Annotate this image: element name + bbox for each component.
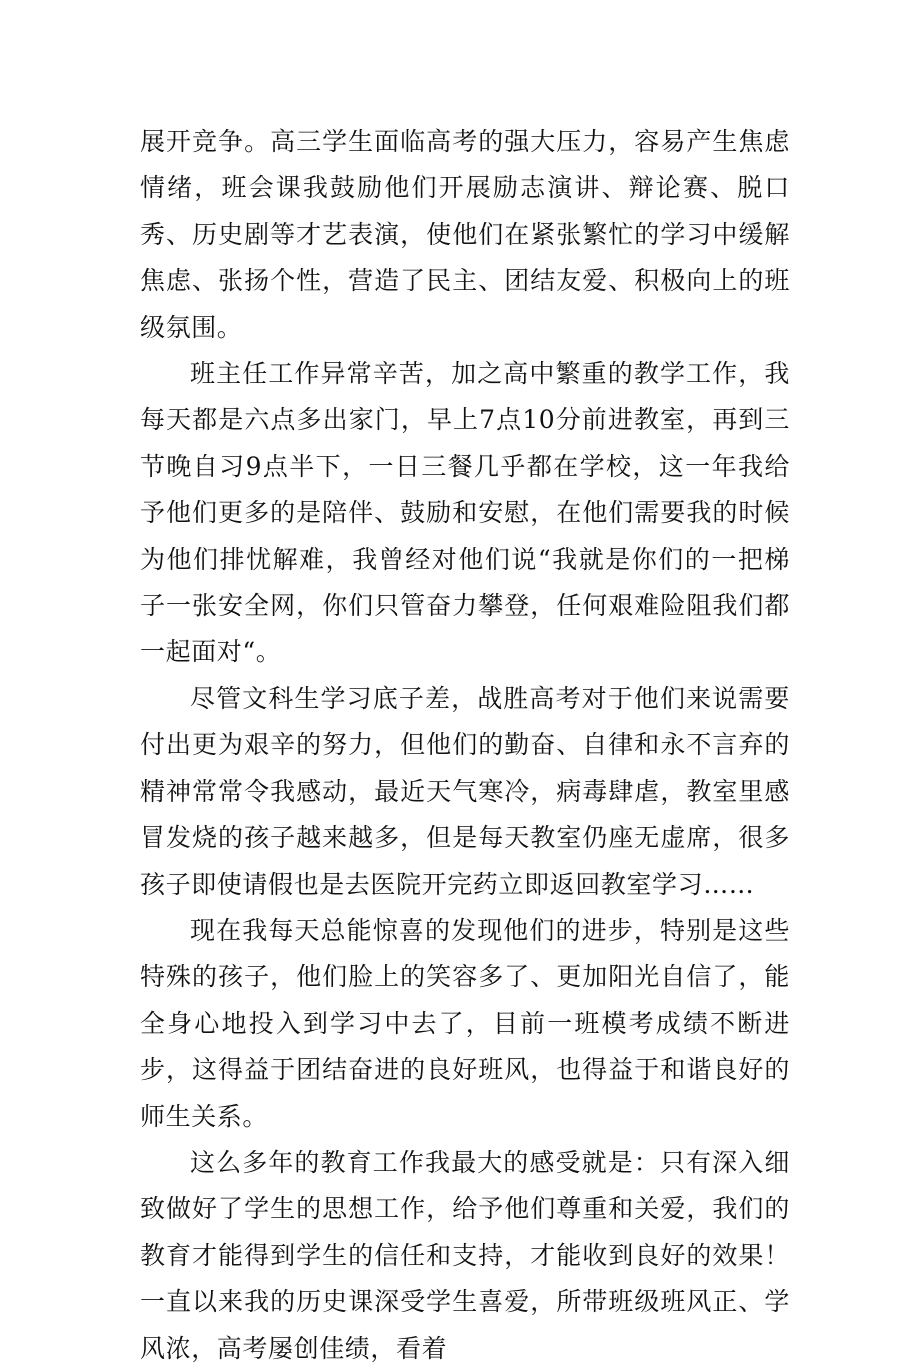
paragraph-1: 展开竞争。高三学生面临高考的强大压力，容易产生焦虑情绪，班会课我鼓励他们开展励志演讲、辩论赛、脱口秀、历史剧等才艺表演，使他们在紧张繁忙的学习中缓解焦虑、张扬个性，营造了民主、团结友爱、积极向上的班级氛围。	[140, 127, 790, 342]
paragraph-2: 班主任工作异常辛苦，加之高中繁重的教学工作，我每天都是六点多出家门，早上7点10分前进教室，再到三节晚自习9点半下，一日三餐几乎都在学校，这一年我给予他们更多的是陪伴、鼓励和安慰，在他们需要我的时候为他们排忧解难，我曾经对他们说“我就是你们的一把梯子一张安全网，你们只管奋力攀登，任何艰难险阻我们都一起面对“。	[140, 359, 790, 667]
paragraph-5: 这么多年的教育工作我最大的感受就是：只有深入细致做好了学生的思想工作，给予他们尊重和关爱，我们的教育才能得到学生的信任和支持，才能收到良好的效果！一直以来我的历史课深受学生喜爱，所带班级班风正、学风浓，高考屡创佳绩，看着	[140, 1147, 790, 1363]
body-text	[140, 119, 790, 1372]
paragraph-4: 现在我每天总能惊喜的发现他们的进步，特别是这些特殊的孩子，他们脸上的笑容多了、更加阳光自信了，能全身心地投入到学习中去了，目前一班模考成绩不断进步，这得益于团结奋进的良好班风，也得益于和谐良好的师生关系。	[140, 915, 790, 1131]
paragraph-3: 尽管文科生学习底子差，战胜高考对于他们来说需要付出更为艰辛的努力，但他们的勤奋、自律和永不言弃的精神常常令我感动，最近天气寒冷，病毒肆虐，教室里感冒发烧的孩子越来越多，但是每天教室仍座无虚席，很多孩子即使请假也是去医院开完药立即返回教室学习……	[140, 683, 790, 899]
